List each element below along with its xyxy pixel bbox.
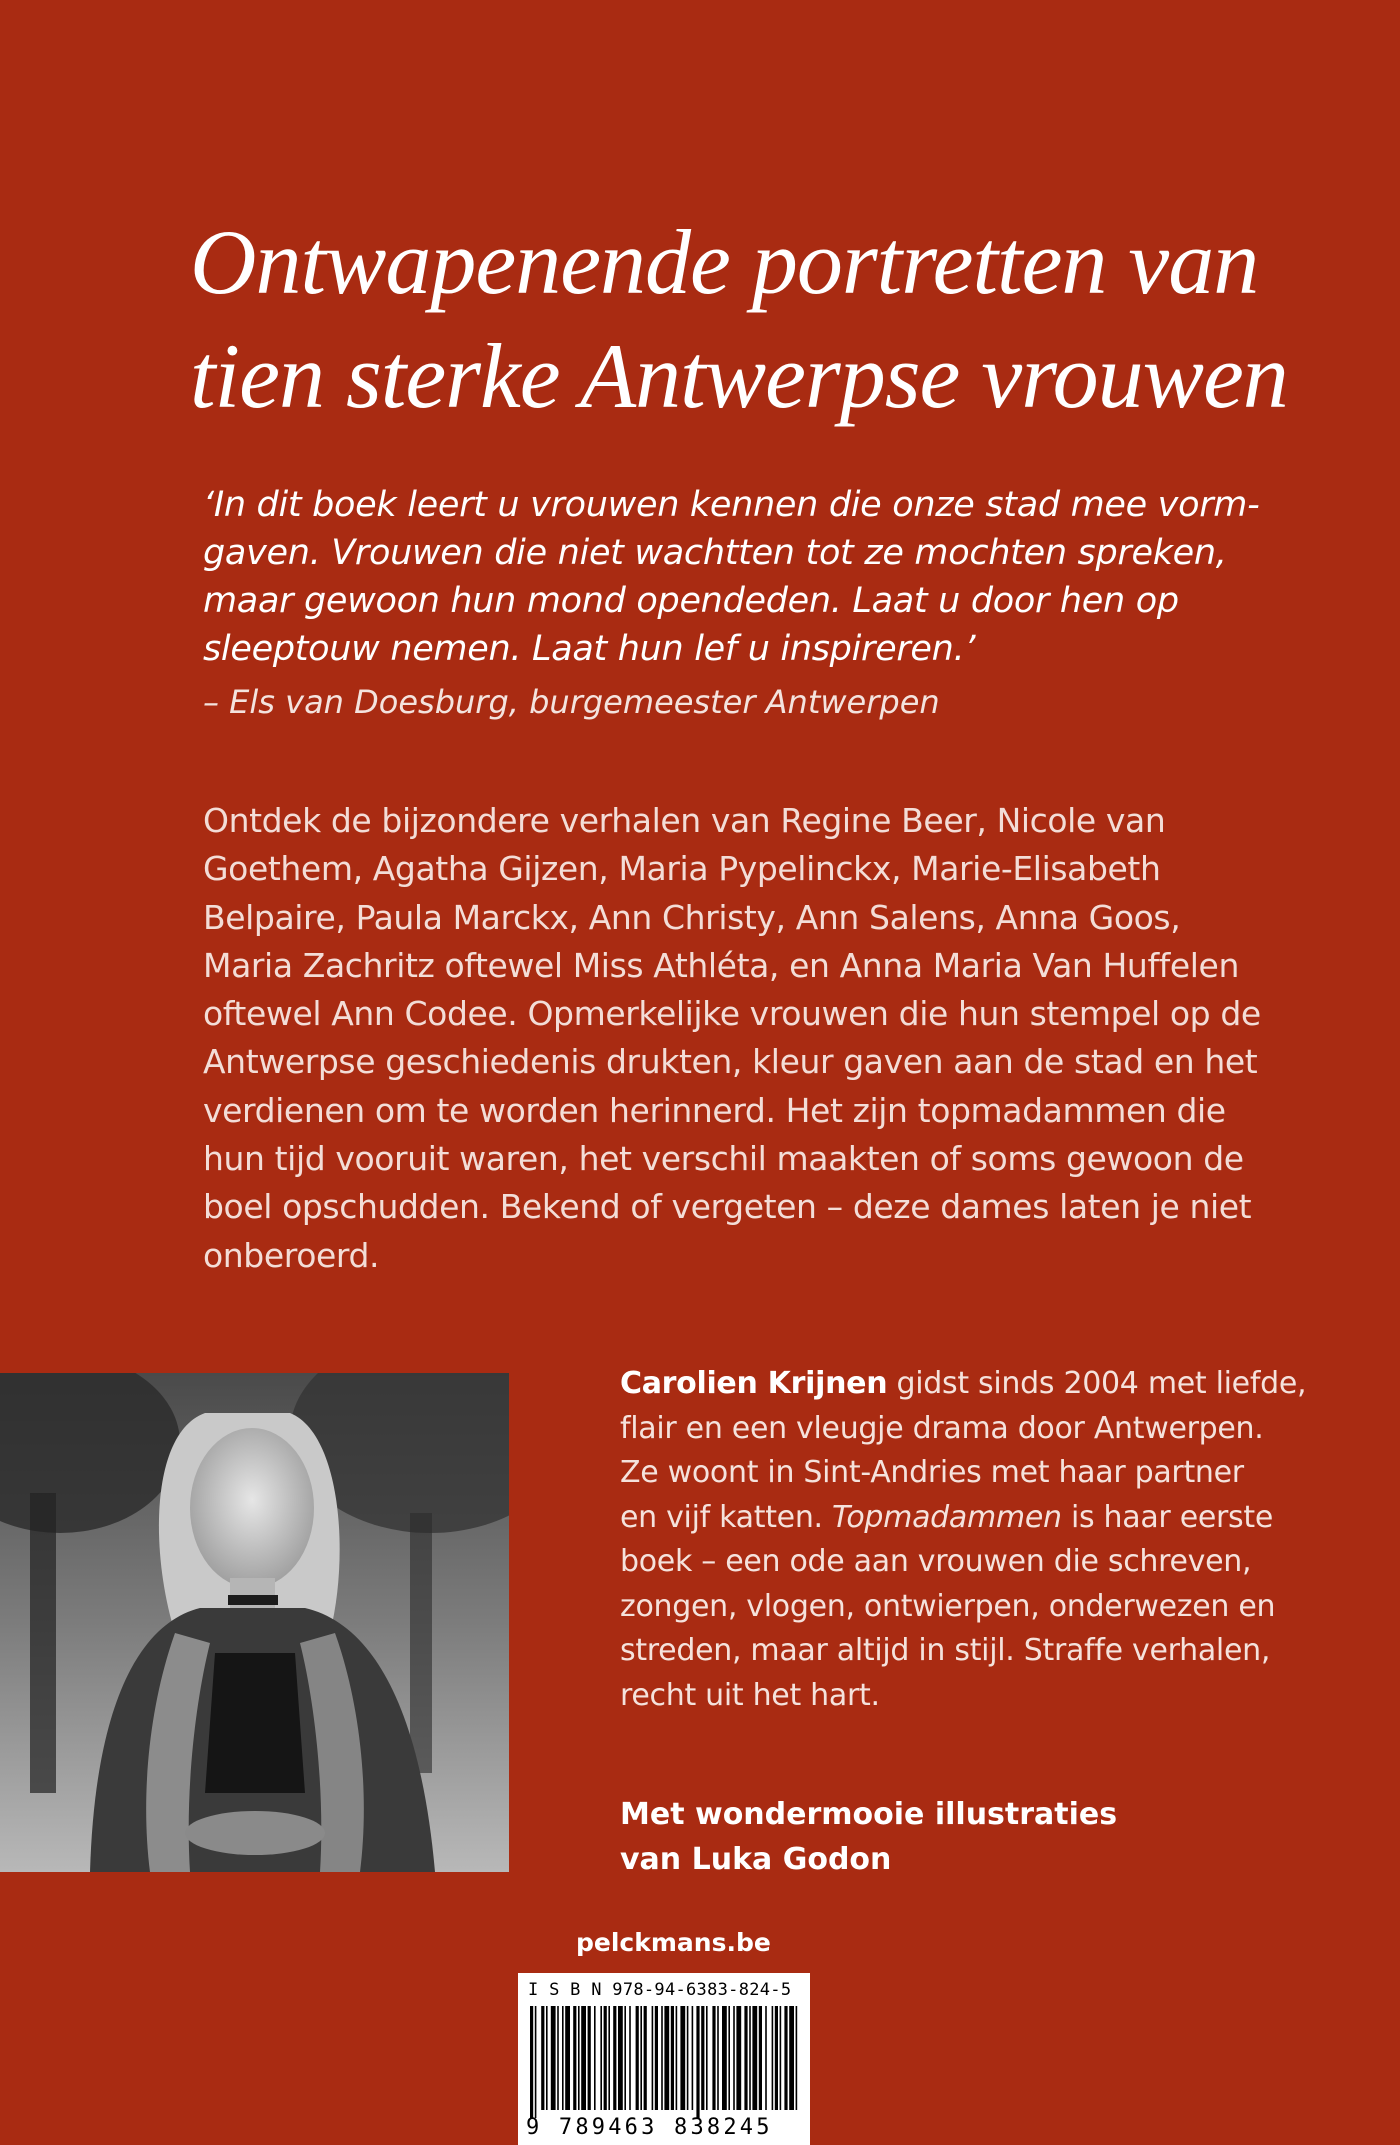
barcode-bar <box>701 2006 704 2110</box>
barcode-bar <box>604 2006 607 2110</box>
barcode-bar <box>618 2006 623 2110</box>
headline-line-2: tien sterke Antwerpse vrouwen <box>190 325 1288 427</box>
barcode-bar <box>752 2006 757 2110</box>
barcode-bar <box>652 2006 654 2110</box>
description-line: boel opschudden. Bekend of vergeten – deze dames laten je niet <box>203 1187 1252 1227</box>
bio-text: is haar eerste <box>1061 1499 1273 1535</box>
description-line: oftewel Ann Codee. Opmerkelijke vrouwen die hun stempel op de <box>203 994 1261 1034</box>
barcode-bar <box>541 2006 544 2110</box>
quote-line: gaven. Vrouwen die niet wachtten tot ze mochten spreken, <box>203 533 1227 573</box>
barcode-bar <box>696 2006 699 2118</box>
barcode-bar <box>600 2006 602 2110</box>
author-bio <box>620 1362 1340 1718</box>
barcode-bar <box>744 2006 747 2110</box>
book-title: Topmadammen <box>832 1499 1062 1535</box>
barcode-bar <box>640 2006 642 2110</box>
barcode-bar <box>578 2006 580 2110</box>
barcode-bar <box>712 2006 715 2110</box>
barcode-bar <box>551 2006 556 2110</box>
barcode-bar <box>624 2006 626 2110</box>
barcode-bar <box>780 2006 782 2110</box>
headline-line-1: Ontwapenende portretten van <box>190 211 1259 313</box>
barcode-bar <box>796 2006 798 2110</box>
barcode-bar <box>530 2006 533 2118</box>
description-line: Belpaire, Paula Marckx, Ann Christy, Ann Salens, Anna Goos, <box>203 897 1181 937</box>
headline <box>190 205 1350 433</box>
barcode-bar <box>581 2006 586 2110</box>
barcode-bar <box>692 2006 694 2110</box>
description-line: Maria Zachritz oftewel Miss Athléta, en Anna Maria Van Huffelen <box>203 945 1239 985</box>
publisher-website: pelckmans.be <box>576 1928 771 1957</box>
barcode-bar <box>557 2006 559 2110</box>
description-line: hun tijd vooruit waren, het verschil maakten of soms gewoon de <box>203 1139 1244 1179</box>
author-photo <box>0 1373 509 1872</box>
bio-line: streden, maar altijd in stijl. Straffe verhalen, <box>620 1633 1271 1668</box>
barcode-bar <box>644 2006 647 2110</box>
quote-line: ‘In dit boek leert u vrouwen kennen die onze stad mee vorm- <box>203 485 1260 525</box>
barcode-digits: 9 789463 838245 <box>526 2115 773 2140</box>
isbn-label: I S B N 978-94-6383-824-5 <box>528 1980 792 2000</box>
barcode-bar <box>546 2006 548 2110</box>
bio-text: gidst sinds 2004 met liefde, <box>887 1366 1307 1401</box>
bio-line <box>620 1362 1340 1407</box>
barcode-bar <box>594 2006 596 2110</box>
book-description <box>203 797 1333 1280</box>
barcode-bar <box>772 2006 774 2110</box>
barcode-bar <box>664 2006 669 2110</box>
description-line: Goethem, Agatha Gijzen, Maria Pypelinckx, Marie-Elisabeth <box>203 849 1161 889</box>
barcode-bar <box>717 2006 719 2110</box>
barcode-bar <box>765 2006 767 2110</box>
barcode-bar <box>573 2006 576 2110</box>
quote-line: sleeptouw nemen. Laat hun lef u inspireren.’ <box>203 629 976 669</box>
description-line: verdienen om te worden herinnerd. Het zijn topmadammen die <box>203 1090 1226 1130</box>
barcode-bar <box>789 2006 794 2110</box>
barcode-bar <box>565 2006 570 2110</box>
barcode-bar <box>535 2006 537 2118</box>
endorsement-quote <box>203 481 1333 673</box>
description-line: onberoerd. <box>203 1235 380 1275</box>
barcode-bars <box>530 2006 798 2118</box>
barcode-bar <box>661 2006 663 2110</box>
barcode-bar <box>608 2006 610 2110</box>
description-line: Ontdek de bijzondere verhalen van Regine Beer, Nicole van <box>203 801 1166 840</box>
barcode-bar <box>687 2006 689 2110</box>
barcode-bar <box>775 2006 778 2110</box>
barcode-bar <box>588 2006 591 2110</box>
barcode-bar <box>722 2006 727 2110</box>
barcode-bar <box>759 2006 762 2110</box>
barcode-bar <box>629 2006 631 2110</box>
bio-line: recht uit het hart. <box>620 1677 880 1713</box>
barcode-bar <box>636 2006 639 2110</box>
illustrator-credit <box>620 1792 1117 1882</box>
barcode-bar <box>733 2006 735 2110</box>
barcode-bar <box>671 2006 674 2110</box>
quote-attribution: – Els van Doesburg, burgemeester Antwerpen <box>203 683 940 721</box>
credit-line: Met wondermooie illustraties <box>620 1797 1118 1832</box>
barcode-bar <box>676 2006 678 2110</box>
bio-line: zongen, vlogen, ontwierpen, onderwezen en <box>620 1588 1276 1624</box>
barcode-bar <box>562 2006 564 2110</box>
bio-text: en vijf katten. <box>620 1499 833 1535</box>
barcode-bar <box>706 2006 708 2110</box>
credit-line: van Luka Godon <box>620 1842 892 1877</box>
bio-line: boek – een ode aan vrouwen die schreven, <box>620 1544 1252 1579</box>
bio-line <box>620 1496 1340 1541</box>
isbn-barcode <box>518 1973 810 2145</box>
barcode-bar <box>749 2006 751 2110</box>
bio-line: flair en een vleugje drama door Antwerpen. <box>620 1410 1264 1446</box>
barcode-bar <box>784 2006 787 2110</box>
barcode-bar <box>655 2006 658 2110</box>
description-line: Antwerpse geschiedenis drukten, kleur gaven aan de stad en het <box>203 1042 1258 1082</box>
barcode-bar <box>728 2006 730 2110</box>
bio-line: Ze woont in Sint-Andries met haar partner <box>620 1455 1244 1490</box>
barcode-bar <box>680 2006 685 2110</box>
barcode-bar <box>613 2006 616 2110</box>
quote-line: maar gewoon hun mond opendeden. Laat u door hen op <box>203 581 1179 621</box>
barcode-bar <box>736 2006 741 2110</box>
author-name: Carolien Krijnen <box>620 1366 888 1401</box>
